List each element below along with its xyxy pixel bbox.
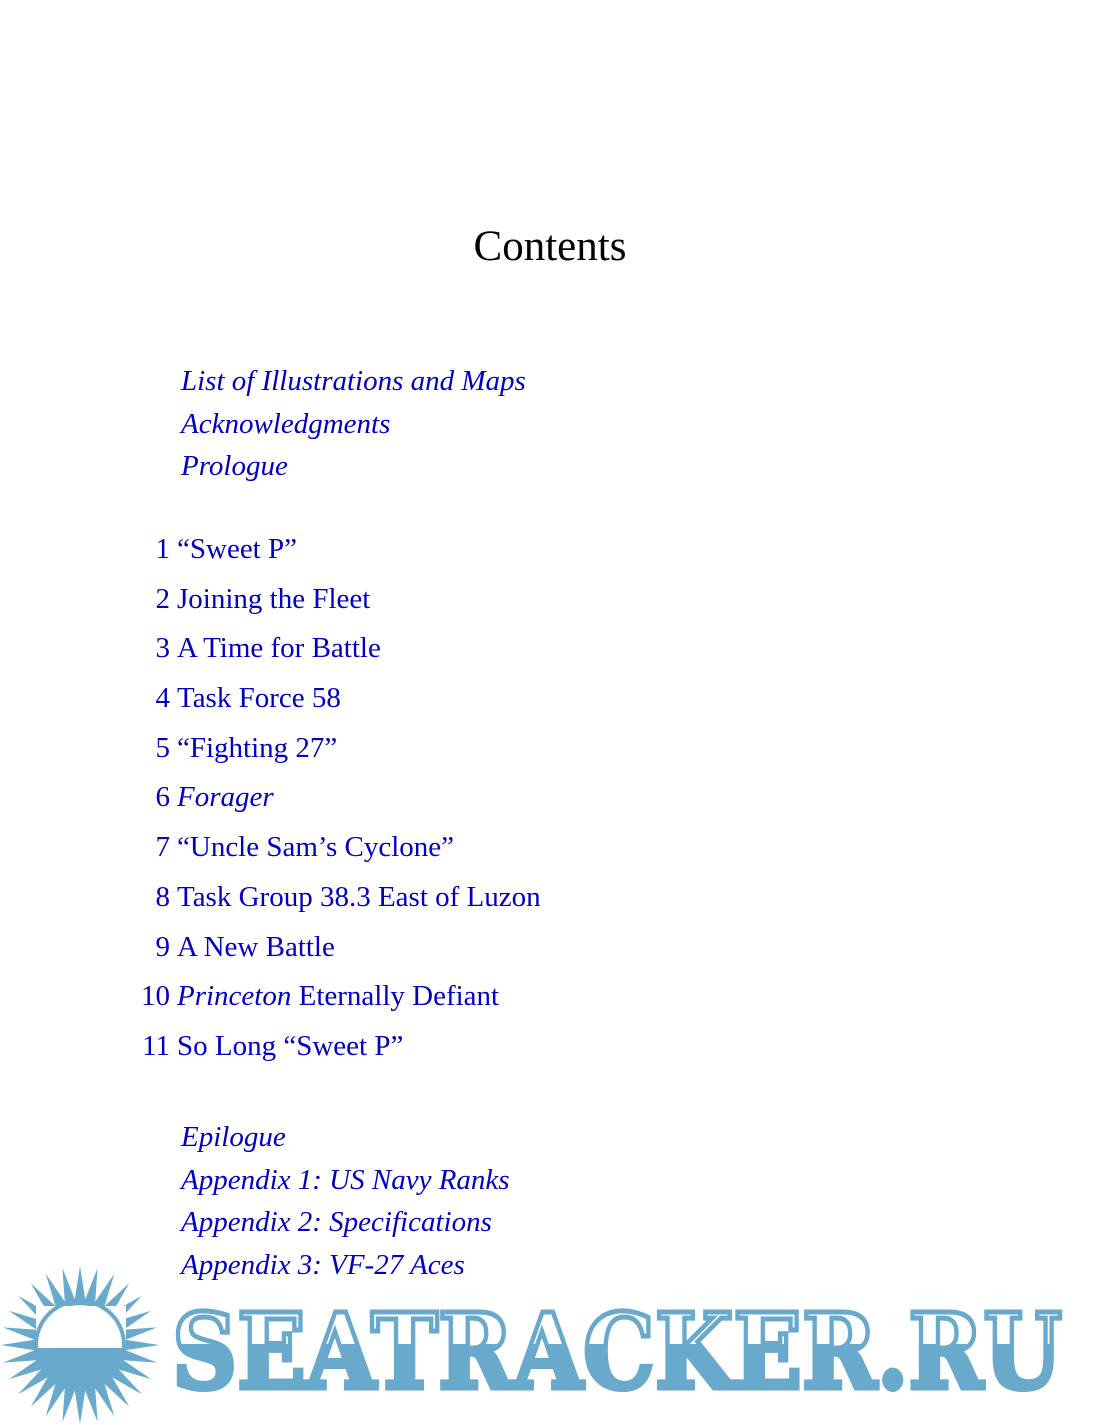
chapter-title: A Time for Battle: [177, 632, 381, 665]
chapter-number: 1: [155, 533, 170, 565]
toc-link-prologue[interactable]: Prologue: [181, 450, 288, 482]
chapter-list: [0, 527, 700, 1074]
chapter-link-1[interactable]: [0, 527, 700, 577]
toc-link-acknowledgments[interactable]: Acknowledgments: [181, 407, 391, 440]
back-matter-list: [181, 1116, 510, 1286]
chapter-title: Forager: [177, 781, 274, 814]
chapter-link-6[interactable]: [0, 775, 700, 825]
chapter-link-4[interactable]: [0, 676, 700, 726]
chapter-link-8[interactable]: [0, 875, 700, 925]
chapter-title: So Long “Sweet P”: [177, 1029, 404, 1062]
chapter-number: 3: [155, 632, 170, 665]
chapter-link-2[interactable]: [0, 577, 700, 627]
chapter-title: “Sweet P”: [177, 533, 297, 565]
chapter-title: A New Battle: [177, 930, 335, 963]
chapter-title: Task Force 58: [177, 682, 341, 715]
toc-link-appendix-1[interactable]: Appendix 1: US Navy Ranks: [181, 1163, 510, 1196]
chapter-title: “Uncle Sam’s Cyclone”: [177, 831, 455, 864]
chapter-number: 6: [155, 781, 170, 814]
front-matter-list: [181, 360, 526, 488]
chapter-link-5[interactable]: [0, 726, 700, 776]
toc-link-illustrations[interactable]: List of Illustrations and Maps: [181, 365, 526, 397]
chapter-title: “Fighting 27”: [177, 731, 338, 764]
chapter-link-3[interactable]: [0, 626, 700, 676]
chapter-number: 7: [155, 831, 170, 864]
toc-link-epilogue[interactable]: Epilogue: [181, 1121, 286, 1153]
chapter-number: 11: [142, 1029, 170, 1062]
chapter-number: 8: [155, 880, 170, 913]
toc-link-appendix-2[interactable]: Appendix 2: Specifications: [181, 1206, 492, 1238]
chapter-link-7[interactable]: [0, 825, 700, 875]
chapter-number: 2: [155, 582, 170, 615]
sun-icon: [1, 1266, 159, 1424]
toc-link-appendix-3[interactable]: Appendix 3: VF-27 Aces: [181, 1248, 465, 1281]
chapter-link-11[interactable]: [0, 1024, 700, 1074]
chapter-link-9[interactable]: [0, 925, 700, 975]
watermark-logo: [0, 1262, 1080, 1425]
watermark-text: SEATRACKER.RU: [172, 1290, 1062, 1413]
page-title: Contents: [473, 223, 627, 270]
chapter-title: Joining the Fleet: [177, 582, 371, 615]
chapter-number: 9: [155, 930, 170, 963]
chapter-number: 4: [155, 682, 170, 715]
chapter-number: 5: [155, 731, 170, 764]
chapter-number: 10: [141, 980, 170, 1013]
chapter-title: Task Group 38.3 East of Luzon: [177, 880, 541, 913]
chapter-title: Princeton Eternally Defiant: [177, 980, 500, 1013]
chapter-link-10[interactable]: [0, 974, 700, 1024]
